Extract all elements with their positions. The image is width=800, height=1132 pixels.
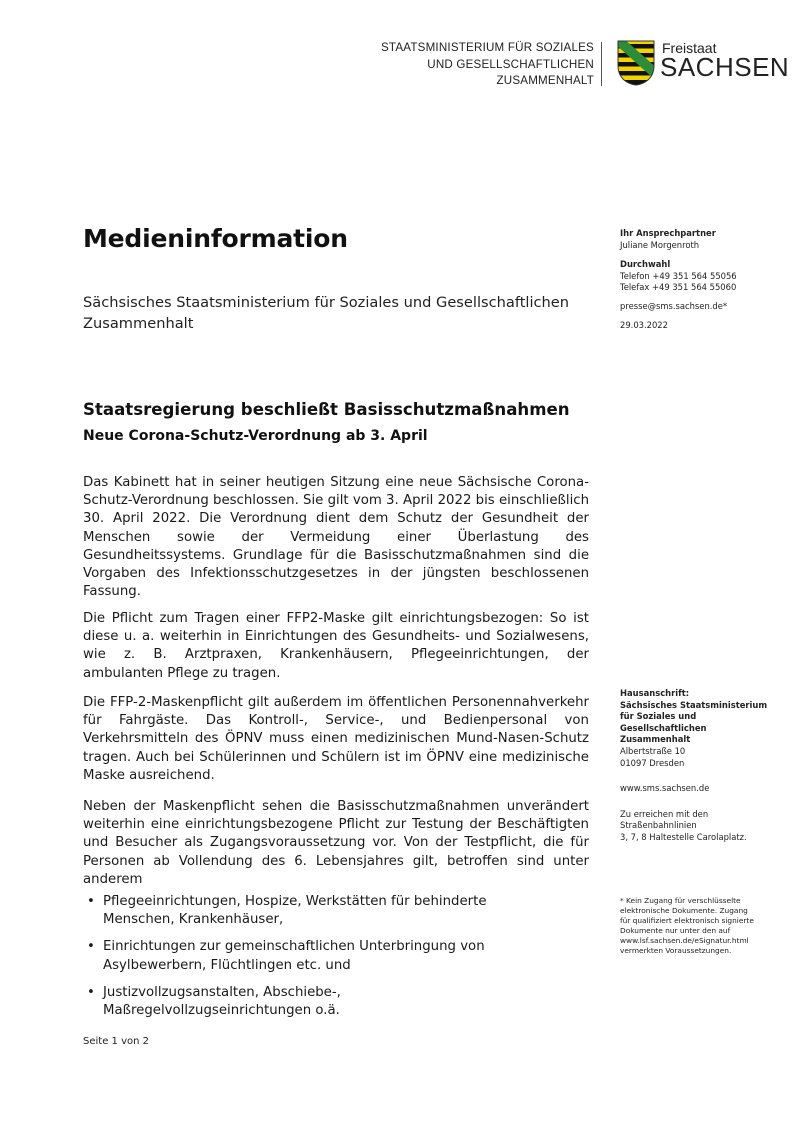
bullet-item [83, 893, 523, 929]
release-date: 29.03.2022 [620, 319, 668, 330]
ministry-line-2: UND GESELLSCHAFTLICHEN [427, 57, 594, 71]
phone-label: Durchwahl [620, 259, 671, 270]
bullet-text: Justizvollzugsanstalten, Abschiebe-, Maßregelvollzugseinrichtungen o.ä. [103, 984, 341, 1019]
bullet-icon: • [87, 939, 95, 955]
bullet-text: Einrichtungen zur gemeinschaftlichen Unterbringung von Asylbewerbern, Flüchtlingen etc. und [103, 939, 485, 973]
address-org-line-3: Gesellschaftlichen [620, 722, 707, 733]
state-name-small: Freistaat [662, 40, 717, 56]
headline: Staatsregierung beschließt Basisschutzmaßnahmen [83, 400, 570, 419]
contact-block [620, 228, 790, 331]
paragraph-1: Das Kabinett hat in seiner heutigen Sitzung eine neue Sächsische Corona-Schutz-Verordnung beschlossen. Sie gilt vom 3. April 2022 bis einschließlich 30. April 2022. Die Verordnung dient dem Schutz der Gesundheit der Menschen sowie der Vermeidung einer Überlastung des Gesundheitssystems. Grundlage für die Basisschutzmaßnahmen sind die Vorgaben des Infektionsschutzgesetzes in der jüngsten beschlossenen Fassung. [83, 475, 589, 600]
footnote-block [620, 896, 790, 956]
footnote-esignatur-link[interactable]: www.lsf.sachsen.de/eSignatur.html [620, 936, 749, 945]
address-city: 01097 Dresden [620, 757, 685, 768]
bullet-icon: • [87, 984, 95, 1000]
footnote-line-3: für qualifiziert elektronisch signierte [620, 916, 754, 925]
phone-number: Telefon +49 351 564 55056 [620, 270, 737, 281]
address-label: Hausanschrift: [620, 688, 690, 698]
bullet-list [83, 893, 523, 1029]
ministry-line-3: ZUSAMMENHALT [496, 74, 594, 87]
bullet-item [83, 938, 523, 974]
state-name-big: SACHSEN [660, 52, 790, 82]
paragraph-4: Neben der Maskenpflicht sehen die Basisschutzmaßnahmen unverändert weiterhin eine einrichtungsbezogene Pflicht zur Testung der Beschäftigten und Besucher als Zugangsvoraussetzung vor. Von der Testpflicht, die für Personen ab Vollendung des 6. Lebensjahres gilt, betroffen sind unter anderem [83, 799, 589, 887]
page-number: Seite 1 von 2 [83, 1036, 149, 1047]
bullet-icon: • [87, 894, 95, 909]
ministry-name [381, 40, 594, 90]
document-subtitle: Sächsisches Staatsministerium für Soziales und Gesellschaftlichen Zusammenhalt [83, 294, 570, 332]
bullet-text: Pflegeeinrichtungen, Hospize, Werkstätten für behinderte Menschen, Krankenhäuser, [103, 894, 487, 928]
contact-label: Ihr Ansprechpartner [620, 228, 716, 238]
press-email-link[interactable]: presse@sms.sachsen.de* [620, 300, 728, 311]
transit-line-1: Zu erreichen mit den [620, 808, 709, 819]
ministry-line-1: STAATSMINISTERIUM FÜR SOZIALES [381, 41, 594, 54]
contact-name: Juliane Morgenroth [620, 239, 700, 250]
footnote-line-2: elektronische Dokumente. Zugang [620, 906, 748, 915]
footnote-line-4: Dokumente nur unter den auf [620, 926, 731, 935]
footnote-line-6: vermerkten Voraussetzungen. [620, 946, 732, 955]
bullet-item [83, 984, 523, 1020]
paragraph-3: Die FFP-2-Maskenpflicht gilt außerdem im öffentlichen Personennahverkehr für Fahrgäste. Das Kontroll-, Service-, und Bedienpersonal von Verkehrsmitteln des ÖPNV muss einen medizinischen Mund-Nasen-Schutz tragen. Auch bei Schülerinnen und Schülern ist im ÖPNV eine medizinische Maske ausreichend. [83, 695, 589, 783]
address-org-line-4: Zusammenhalt [620, 734, 691, 745]
address-org-line-2: für Soziales und [620, 711, 697, 722]
address-org-line-1: Sächsisches Staatsministerium [620, 699, 768, 710]
saxony-coat-of-arms-icon [617, 40, 655, 86]
address-street: Albertstraße 10 [620, 745, 686, 756]
subheadline: Neue Corona-Schutz-Verordnung ab 3. April [83, 428, 428, 444]
transit-line-3: 3, 7, 8 Haltestelle Carolaplatz. [620, 831, 747, 842]
website-link[interactable]: www.sms.sachsen.de [620, 783, 710, 794]
header-divider [601, 42, 602, 86]
paragraph-2: Die Pflicht zum Tragen einer FFP2-Maske gilt einrichtungsbezogen: So ist diese u. a. weiterhin in Einrichtungen des Gesundheits- und Sozialwesens, wie z. B. Arztpraxen, Krankenhäusern, Pflegeeinrichtungen, der ambulanten Pflege zu tragen. [83, 611, 589, 681]
address-block [620, 688, 790, 844]
transit-line-2: Straßenbahnlinien [620, 820, 697, 831]
footnote-line-1: * Kein Zugang für verschlüsselte [620, 896, 741, 905]
document-title: Medieninformation [83, 224, 348, 253]
fax-number: Telefax +49 351 564 55060 [620, 282, 737, 293]
